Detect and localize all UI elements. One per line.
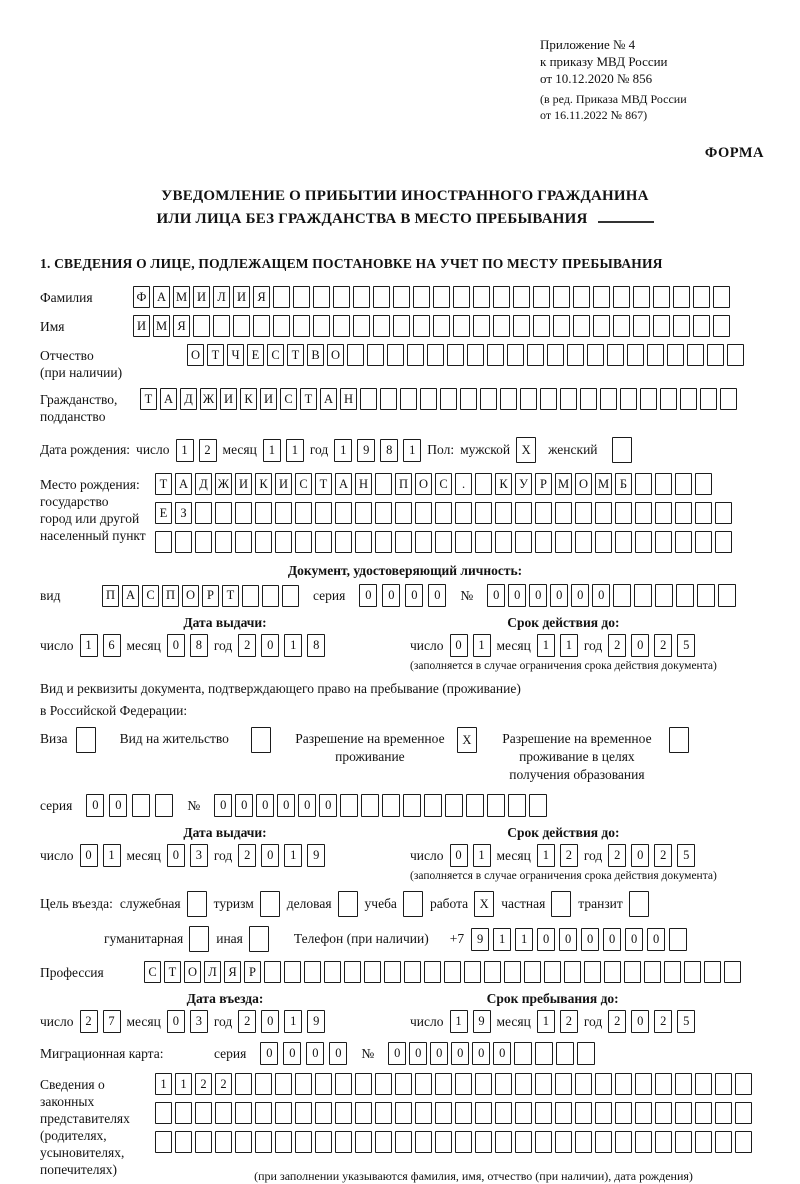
doc-kind-label: вид — [40, 587, 61, 603]
annex-line: от 10.12.2020 № 856 — [540, 71, 653, 86]
birth-year-label: год — [309, 442, 329, 457]
doc-issue-year-label: год — [213, 637, 233, 653]
residence-issue-heading: Дата выдачи: — [183, 825, 267, 840]
residence-expiry-year-input[interactable]: 2 0 2 5 — [608, 844, 695, 867]
annex-line: Приложение № 4 — [540, 37, 636, 52]
residence-issue-year-label: год — [213, 847, 233, 863]
purpose-official-checkbox[interactable] — [187, 891, 207, 917]
doc-expiry-year-label: год — [583, 637, 603, 653]
annex-block — [540, 36, 770, 123]
doc-issue-month-input[interactable]: 0 8 — [167, 634, 208, 657]
entry-stay-dates — [40, 991, 770, 1033]
representatives-label: Сведения о законных представителях (родителях, усыновителях, попечителях) — [40, 1077, 130, 1177]
representatives-row — [40, 1073, 770, 1184]
phone-label: Телефон (при наличии) — [293, 931, 429, 946]
option-temp-residence-education — [493, 727, 689, 784]
surname-row — [40, 286, 770, 308]
citizenship-sublabel: подданство — [40, 409, 106, 424]
entry-month-label: месяц — [126, 1013, 161, 1029]
residence-expiry-day-label: число — [410, 847, 444, 863]
residence-number-label: № — [187, 797, 201, 813]
birth-place-input-row1[interactable]: Т А Д Ж И К И С Т А Н П О С . К У Р М О М Б — [155, 473, 732, 495]
doc-expiry-heading: Срок действия до: — [507, 615, 620, 630]
birth-day-input[interactable]: 1 2 — [176, 439, 217, 462]
purpose-study: учеба — [365, 891, 423, 917]
migration-card-series-label: серия — [214, 1045, 247, 1061]
option-temp-residence-checkbox[interactable]: X — [457, 727, 477, 753]
identity-doc-heading: Документ, удостоверяющий личность: — [287, 563, 523, 578]
doc-number-label: № — [460, 587, 474, 603]
residence-issue-month-label: месяц — [126, 847, 161, 863]
option-visa-label: Виза — [40, 731, 68, 746]
citizenship-label: Гражданство, подданство — [40, 388, 140, 425]
purpose-work: работа X — [430, 891, 494, 917]
migration-card-number-label: № — [361, 1045, 375, 1061]
purpose-transit-checkbox[interactable] — [629, 891, 649, 917]
stay-month-label: месяц — [496, 1013, 531, 1029]
identity-doc-row — [40, 584, 770, 607]
stay-day-label: число — [410, 1013, 444, 1029]
residence-issue-day-label: число — [40, 847, 74, 863]
residence-expiry-month-input[interactable]: 1 2 — [537, 844, 578, 867]
form-label: ФОРМА — [704, 145, 764, 161]
option-visa-checkbox[interactable] — [76, 727, 96, 753]
doc-series-label: серия — [313, 587, 346, 603]
sex-female-checkbox[interactable] — [612, 437, 632, 463]
stay-day-input[interactable]: 1 9 — [450, 1010, 491, 1033]
doc-expiry-day-input[interactable]: 0 1 — [450, 634, 491, 657]
identity-doc-dates — [40, 615, 770, 672]
residence-expiry-heading: Срок действия до: — [507, 825, 620, 840]
representatives-note: (при заполнении указываются фамилия, имя, отчество (при наличии), дата рождения) — [254, 1169, 693, 1183]
name-label: Имя — [40, 319, 65, 334]
title-line2: ИЛИ ЛИЦА БЕЗ ГРАЖДАНСТВА В МЕСТО ПРЕБЫВАНИЯ — [156, 211, 588, 227]
purpose-study-checkbox[interactable] — [403, 891, 423, 917]
entry-month-input[interactable]: 0 3 — [167, 1010, 208, 1033]
representatives-input-row1[interactable]: 1 1 2 2 — [155, 1073, 752, 1095]
phone-input[interactable]: 9 1 1 0 0 0 0 0 0 — [471, 928, 687, 951]
birth-place-input-row3[interactable] — [155, 531, 732, 553]
doc-expiry-day-label: число — [410, 637, 444, 653]
purpose-tourism-checkbox[interactable] — [260, 891, 280, 917]
doc-issue-day-label: число — [40, 637, 74, 653]
doc-expiry-month-label: месяц — [496, 637, 531, 653]
residence-number-input[interactable]: 0 0 0 0 0 0 — [214, 794, 547, 817]
surname-input[interactable]: Ф А М И Л И Я — [133, 286, 730, 308]
birth-month-label: месяц — [222, 442, 257, 457]
representatives-input-row2[interactable] — [155, 1102, 752, 1124]
purpose-business-checkbox[interactable] — [338, 891, 358, 917]
residence-expiry-month-label: месяц — [496, 847, 531, 863]
sex-label: Пол: — [427, 442, 455, 457]
residence-series-input[interactable]: 0 0 — [86, 794, 173, 817]
entry-purpose-label: Цель въезда: — [40, 896, 113, 911]
entry-day-label: число — [40, 1013, 74, 1029]
birth-place-input-row2[interactable]: Е З — [155, 502, 732, 524]
option-visa — [40, 727, 96, 753]
doc-kind-input[interactable]: П А С П О Р Т — [102, 585, 299, 607]
title-underline — [598, 207, 654, 223]
page-title — [40, 186, 770, 230]
entry-date-heading: Дата въезда: — [186, 991, 264, 1006]
residence-expiry-year-label: год — [583, 847, 603, 863]
stay-year-input[interactable]: 2 0 2 5 — [608, 1010, 695, 1033]
doc-series-input[interactable]: 0 0 0 0 — [359, 584, 446, 607]
purpose-humanitarian: гуманитарная — [104, 926, 209, 952]
sex-female-label: женский — [548, 442, 598, 457]
doc-issue-heading: Дата выдачи: — [183, 615, 267, 630]
surname-label: Фамилия — [40, 290, 93, 305]
annex-line: к приказу МВД России — [540, 54, 668, 69]
patronymic-label: Отчество (при наличии) — [40, 344, 187, 381]
name-row — [40, 315, 770, 337]
residence-doc-dates — [40, 825, 770, 882]
phone-prefix: +7 — [449, 931, 465, 946]
representatives-input-row3[interactable] — [155, 1131, 752, 1153]
residence-expiry-day-input[interactable]: 0 1 — [450, 844, 491, 867]
migration-card-series-input[interactable]: 0 0 0 0 — [260, 1042, 347, 1065]
residence-series-label: серия — [40, 797, 73, 813]
purpose-other: иная — [216, 926, 269, 952]
birth-date-label: Дата рождения: — [40, 442, 131, 457]
purpose-private-checkbox[interactable] — [551, 891, 571, 917]
residence-issue-day-input[interactable]: 0 1 — [80, 844, 121, 867]
amendment-line: (в ред. Приказа МВД России — [540, 92, 687, 106]
migration-card-number-input[interactable]: 0 0 0 0 0 0 — [388, 1042, 595, 1065]
profession-label: Профессия — [40, 965, 104, 980]
amendment-line: от 16.11.2022 № 867) — [540, 108, 648, 122]
option-residence-permit-label: Вид на жительство — [119, 731, 229, 746]
profession-row — [40, 961, 770, 983]
citizenship-row — [40, 388, 770, 425]
doc-expiry-year-input[interactable]: 2 0 2 5 — [608, 634, 695, 657]
sex-male-checkbox[interactable]: X — [516, 437, 536, 463]
residence-doc-intro1: Вид и реквизиты документа, подтверждающего право на пребывание (проживание) — [40, 681, 521, 696]
profession-input[interactable]: С Т О Л Я Р — [144, 961, 741, 983]
residence-doc-intro2: в Российской Федерации: — [40, 703, 188, 718]
birth-month-input[interactable]: 1 1 — [263, 439, 304, 462]
patronymic-input[interactable]: О Т Ч Е С Т В О — [187, 344, 744, 366]
option-temp-residence-education-checkbox[interactable] — [669, 727, 689, 753]
birth-day-label: число — [136, 442, 170, 457]
residence-expiry-note: (заполняется в случае ограничения срока действия документа) — [410, 870, 717, 882]
birth-place-label: Место рождения: государство город или другой населенный пункт — [40, 477, 146, 543]
migration-card-row — [40, 1042, 770, 1065]
residence-doc-series-row — [40, 794, 770, 817]
entry-purpose-row2 — [104, 926, 770, 952]
purpose-tourism: туризм — [214, 891, 280, 917]
doc-expiry-month-input[interactable]: 1 1 — [537, 634, 578, 657]
purpose-humanitarian-checkbox[interactable] — [189, 926, 209, 952]
entry-day-input[interactable]: 2 7 — [80, 1010, 121, 1033]
option-temp-residence-education-label: Разрешение на временное проживание в целях получения образования — [502, 731, 652, 782]
name-input[interactable]: И М Я — [133, 315, 730, 337]
stay-year-label: год — [583, 1013, 603, 1029]
entry-year-input[interactable]: 2 0 1 9 — [238, 1010, 325, 1033]
residence-issue-month-input[interactable]: 0 3 — [167, 844, 208, 867]
patronymic-sublabel: (при наличии) — [40, 365, 123, 380]
doc-issue-month-label: месяц — [126, 637, 161, 653]
doc-issue-year-input[interactable]: 2 0 1 8 — [238, 634, 325, 657]
stay-month-input[interactable]: 1 2 — [537, 1010, 578, 1033]
doc-issue-day-input[interactable]: 1 6 — [80, 634, 121, 657]
purpose-official: служебная — [120, 891, 207, 917]
entry-purpose-row1 — [40, 891, 770, 917]
migration-card-label: Миграционная карта: — [40, 1045, 164, 1061]
citizenship-input[interactable]: Т А Д Ж И К И С Т А Н — [140, 388, 737, 410]
option-temp-residence — [291, 727, 477, 766]
purpose-other-checkbox[interactable] — [249, 926, 269, 952]
residence-doc-options — [40, 727, 770, 784]
sex-male-label: мужской — [460, 442, 511, 457]
entry-year-label: год — [213, 1013, 233, 1029]
option-residence-permit-checkbox[interactable] — [251, 727, 271, 753]
option-temp-residence-label: Разрешение на временное проживание — [295, 731, 445, 764]
birth-place-row — [40, 473, 770, 553]
purpose-business: деловая — [287, 891, 358, 917]
option-residence-permit — [120, 727, 271, 753]
patronymic-row — [40, 344, 770, 381]
stay-until-heading: Срок пребывания до: — [486, 991, 619, 1006]
purpose-private: частная — [501, 891, 571, 917]
residence-issue-year-input[interactable]: 2 0 1 9 — [238, 844, 325, 867]
doc-number-input[interactable]: 0 0 0 0 0 0 — [487, 584, 736, 607]
doc-expiry-note: (заполняется в случае ограничения срока действия документа) — [410, 660, 717, 672]
section1-heading: 1. СВЕДЕНИЯ О ЛИЦЕ, ПОДЛЕЖАЩЕМ ПОСТАНОВКЕ НА УЧЕТ ПО МЕСТУ ПРЕБЫВАНИЯ — [40, 256, 663, 271]
purpose-work-checkbox[interactable]: X — [474, 891, 494, 917]
birth-year-input[interactable]: 1 9 8 1 — [334, 439, 421, 462]
birth-date-row — [40, 437, 770, 463]
purpose-transit: транзит — [578, 891, 649, 917]
title-line1: УВЕДОМЛЕНИЕ О ПРИБЫТИИ ИНОСТРАННОГО ГРАЖДАНИНА — [161, 188, 649, 204]
